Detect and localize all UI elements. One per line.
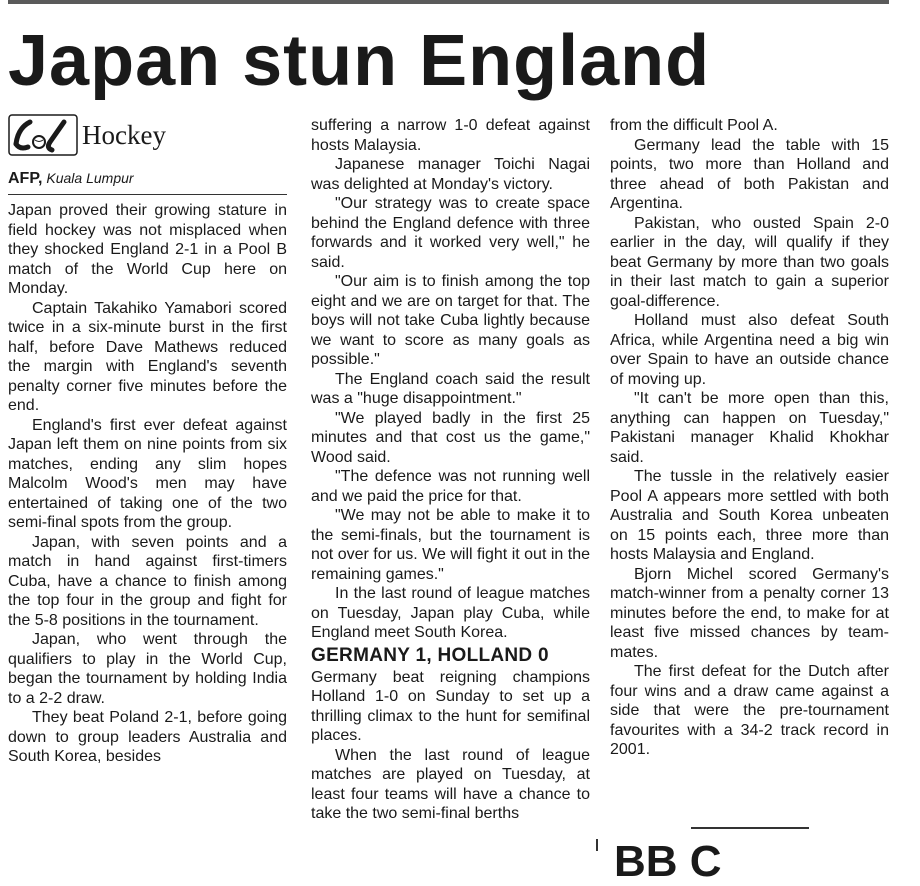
paragraph: Captain Takahiko Yamabori scored twice in a six-minute burst in the first half, before Dave Mathews reduced the margin with England's seventh penalty corner five minutes before the end. — [8, 299, 287, 414]
article-column-3 — [610, 116, 889, 760]
paragraph: Japan, who went through the qualifiers to play in the World Cup, began the tournament by holding India to a 2-2 draw. — [8, 631, 287, 707]
top-rule — [8, 0, 889, 4]
paragraph: The England coach said the result was a "huge disappointment." — [311, 370, 590, 407]
paragraph: Bjorn Michel scored Germany's match-winner from a penalty corner 13 minutes before the end, to make for at least five missed chances by team-mates. — [610, 565, 889, 661]
paragraph: Pakistan, who ousted Spain 2-0 earlier in the day, will qualify if they beat Germany by more than two goals in their last match to gain a superior goal-difference. — [610, 214, 889, 310]
hockey-stick-ball-icon — [8, 114, 78, 156]
article-column-1 — [8, 113, 287, 767]
paragraph: When the last round of league matches are played on Tuesday, at least four teams will have a chance to take the two semi-final berths — [311, 746, 590, 822]
paragraph: Japanese manager Toichi Nagai was delighted at Monday's victory. — [311, 156, 590, 193]
paragraph: England's first ever defeat against Japan left them on nine points from six matches, ending any slim hopes Malcolm Wood's men may have entertained of taking one of the two semi-final spots from the group. — [8, 416, 287, 531]
paragraph: The first defeat for the Dutch after four wins and a draw came against a side that were the pre-tournament favourites with a 34-2 track record in 2001. — [610, 663, 889, 758]
article-column-2 — [311, 116, 590, 824]
next-story-headline-stub: BB C — [614, 837, 722, 886]
end-of-story-rule — [691, 827, 809, 829]
paragraph: from the difficult Pool A. — [610, 117, 778, 134]
paragraph: "We played badly in the first 25 minutes and that cost us the game," Wood said. — [311, 409, 590, 466]
paragraph: "The defence was not running well and we paid the price for that. — [311, 468, 590, 505]
section-header — [8, 113, 287, 157]
paragraph: Holland must also defeat South Africa, while Argentina need a big win over Spain to have an outside chance of moving up. — [610, 312, 889, 388]
column-divider — [596, 839, 598, 851]
paragraph: Japan, with seven points and a match in hand against first-timers Cuba, have a chance to finish among the top four in the group and fight for the 5-8 positions in the tournament. — [8, 533, 287, 629]
paragraph: "Our aim is to finish among the top eight and we are on target for that. The boys will not take Cuba lightly because we want to score as many goals as possible." — [311, 273, 590, 368]
paragraph: Germany lead the table with 15 points, two more than Holland and three ahead of both Pakistan and Argentina. — [610, 136, 889, 212]
byline-location: Kuala Lumpur — [46, 170, 134, 186]
byline — [8, 167, 287, 195]
paragraph: "We may not be able to make it to the semi-finals, but the tournament is not over for us. We will fight it out in the remaining games." — [311, 507, 590, 583]
paragraph: "Our strategy was to create space behind the England defence with three forwards and it worked very well," he said. — [311, 195, 590, 271]
paragraph: Germany beat reigning champions Holland 1-0 on Sunday to set up a thrilling climax to the hunt for semifinal places. — [311, 668, 590, 744]
paragraph: suffering a narrow 1-0 defeat against hosts Malaysia. — [311, 117, 590, 154]
paragraph: "It can't be more open than this, anything can happen on Tuesday," Pakistani manager Khalid Khokhar said. — [610, 390, 889, 466]
paragraph: They beat Poland 2-1, before going down to group leaders Australia and South Korea, besides — [8, 709, 287, 765]
subheading: GERMANY 1, HOLLAND 0 — [311, 644, 549, 666]
paragraph: Japan proved their growing stature in field hockey was not misplaced when they shocked England 2-1 in a Pool B match of the World Cup here on Monday. — [8, 202, 287, 297]
paragraph: In the last round of league matches on Tuesday, Japan play Cuba, while England meet South Korea. — [311, 585, 590, 641]
byline-agency: AFP, — [8, 170, 43, 187]
section-label: Hockey — [82, 119, 166, 150]
headline: Japan stun England — [8, 21, 711, 101]
paragraph: The tussle in the relatively easier Pool A appears more settled with both Australia and South Korea unbeaten on 15 points each, three more than hosts Malaysia and England. — [610, 468, 889, 563]
